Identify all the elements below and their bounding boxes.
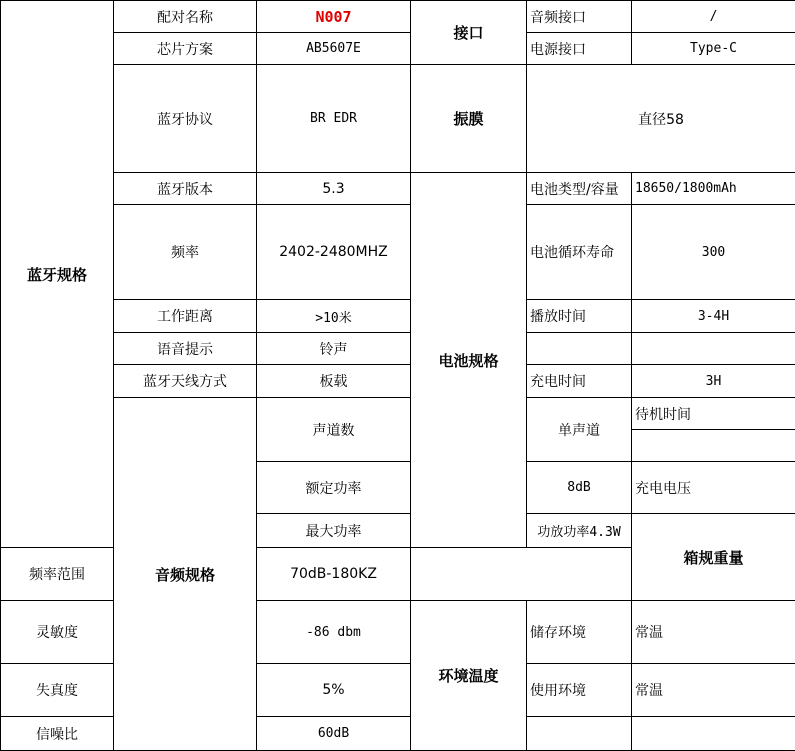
table-row [1, 398, 795, 430]
value-frequency: 2402-2480MHZ [257, 205, 411, 300]
section-bluetooth: 蓝牙规格 [1, 1, 114, 548]
value-chip: AB5607E [257, 33, 411, 65]
value-max-power: 功放功率4.3W [527, 514, 632, 548]
label-sensitivity: 灵敏度 [1, 601, 114, 664]
value-distance: >10米 [257, 300, 411, 333]
empty-cell [527, 333, 632, 365]
label-channels: 声道数 [257, 398, 411, 462]
label-chip: 芯片方案 [114, 33, 257, 65]
value-cycle-life: 300 [632, 205, 795, 300]
table-row [1, 365, 795, 398]
value-play-time: 3-4H [632, 300, 795, 333]
label-usage-env: 使用环境 [527, 664, 632, 717]
label-audio-port: 音频接口 [527, 1, 632, 33]
table-row [1, 65, 795, 173]
section-diaphragm: 振膜 [411, 65, 527, 173]
value-storage-env: 常温 [632, 601, 795, 664]
label-charge-voltage: 充电电压 [632, 462, 795, 514]
label-charge-time: 充电时间 [527, 365, 632, 398]
label-standby-time: 待机时间 [632, 398, 795, 430]
label-voice-prompt: 语音提示 [114, 333, 257, 365]
value-power-port: Type-C [632, 33, 795, 65]
label-rated-power: 额定功率 [257, 462, 411, 514]
value-bt-version: 5.3 [257, 173, 411, 205]
value-voice-prompt: 铃声 [257, 333, 411, 365]
value-pair-name: N007 [257, 1, 411, 33]
table-row [1, 205, 795, 300]
label-battery-type: 电池类型/容量 [527, 173, 632, 205]
table-row [1, 33, 795, 65]
section-audio: 音频规格 [114, 398, 257, 751]
label-distance: 工作距离 [114, 300, 257, 333]
label-storage-env: 储存环境 [527, 601, 632, 664]
section-box: 箱规重量 [632, 514, 795, 601]
value-audio-port: / [632, 1, 795, 33]
value-charge-time: 3H [632, 365, 795, 398]
label-power-port: 电源接口 [527, 33, 632, 65]
label-snr: 信噪比 [1, 717, 114, 751]
empty-cell [632, 430, 795, 462]
empty-cell [632, 717, 795, 751]
value-snr: 60dB [257, 717, 411, 751]
value-freq-range: 70dB-180KZ [257, 548, 411, 601]
label-antenna: 蓝牙天线方式 [114, 365, 257, 398]
value-usage-env: 常温 [632, 664, 795, 717]
label-max-power: 最大功率 [257, 514, 411, 548]
empty-cell [632, 333, 795, 365]
label-pair-name: 配对名称 [114, 1, 257, 33]
value-battery-type: 18650/1800mAh [632, 173, 795, 205]
label-frequency: 频率 [114, 205, 257, 300]
label-bt-version: 蓝牙版本 [114, 173, 257, 205]
table-row [1, 173, 795, 205]
label-play-time: 播放时间 [527, 300, 632, 333]
table-row [1, 300, 795, 333]
value-diaphragm: 直径58 [527, 65, 795, 173]
section-battery: 电池规格 [411, 173, 527, 548]
table-row [1, 333, 795, 365]
value-bt-protocol: BR EDR [257, 65, 411, 173]
empty-cell [527, 717, 632, 751]
value-sensitivity: -86 dbm [257, 601, 411, 664]
value-distortion: 5% [257, 664, 411, 717]
label-freq-range: 频率范围 [1, 548, 114, 601]
label-distortion: 失真度 [1, 664, 114, 717]
value-channels: 单声道 [527, 398, 632, 462]
value-rated-power: 8dB [527, 462, 632, 514]
table-row [1, 1, 795, 33]
section-interface: 接口 [411, 1, 527, 65]
label-cycle-life: 电池循环寿命 [527, 205, 632, 300]
value-antenna: 板载 [257, 365, 411, 398]
label-bt-protocol: 蓝牙协议 [114, 65, 257, 173]
section-environment: 环境温度 [411, 601, 527, 751]
